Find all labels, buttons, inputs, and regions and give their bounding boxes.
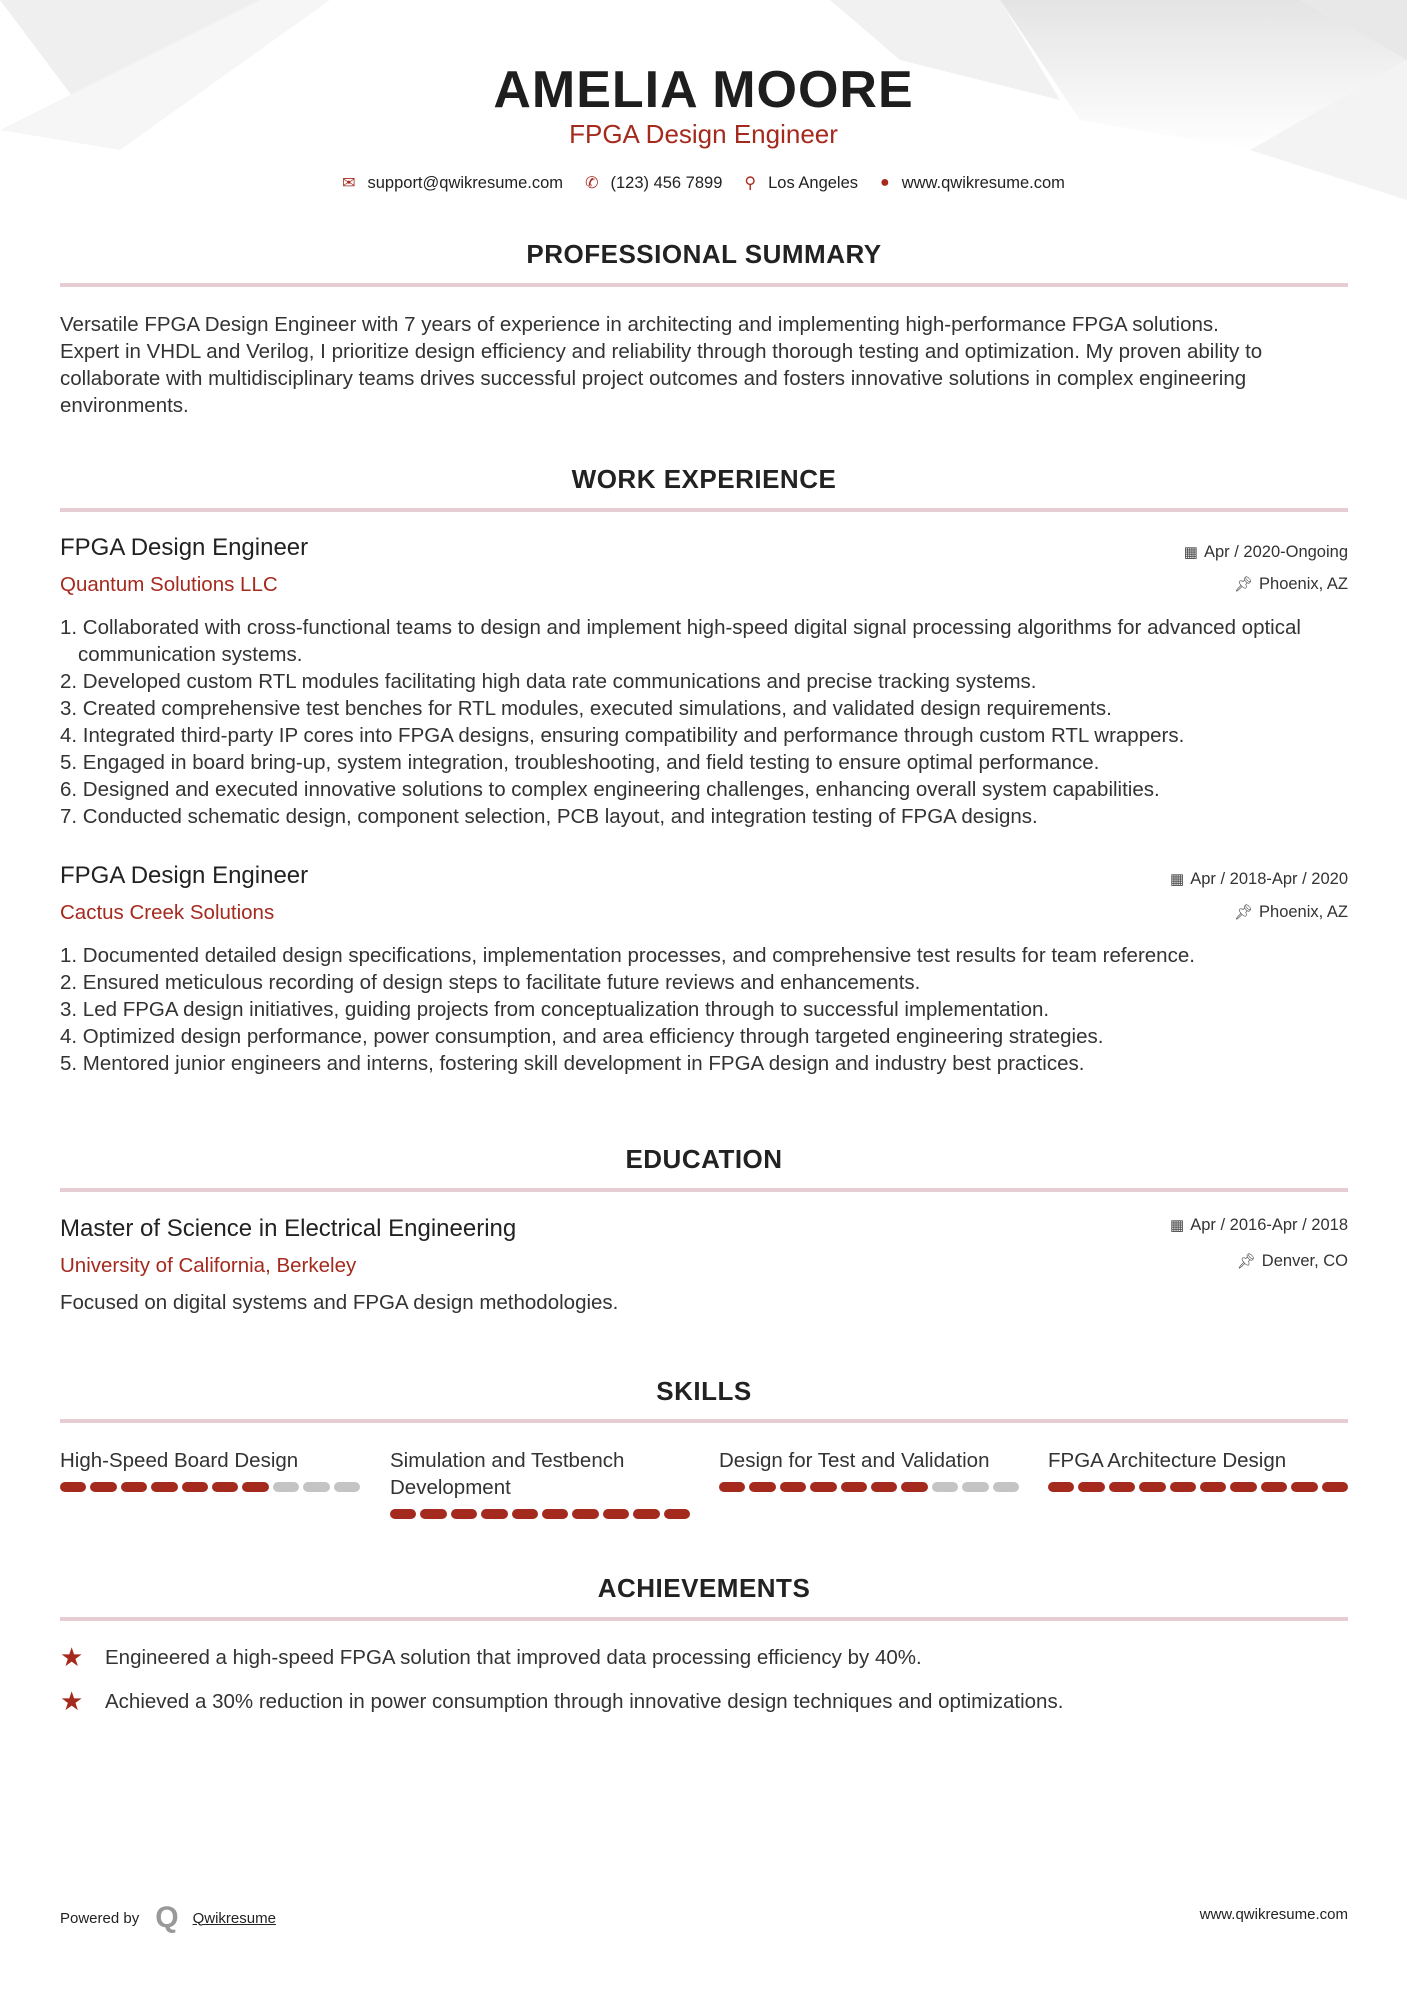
job-bullets bbox=[60, 942, 1348, 1077]
divider bbox=[60, 1188, 1348, 1192]
calendar-icon: ▦ bbox=[1183, 544, 1198, 561]
dates-text: Apr / 2016-Apr / 2018 bbox=[1190, 1216, 1348, 1234]
skill-dot bbox=[451, 1509, 477, 1519]
skill-dot bbox=[90, 1482, 116, 1492]
summary-text bbox=[60, 311, 1348, 419]
summary-line: environments. bbox=[60, 394, 189, 417]
education-note: Focused on digital systems and FPGA design methodologies. bbox=[60, 1291, 619, 1314]
job-location bbox=[1234, 903, 1348, 922]
divider bbox=[60, 1617, 1348, 1621]
skill-rating bbox=[1048, 1482, 1348, 1492]
education-dates bbox=[1170, 1216, 1348, 1235]
job-title: FPGA Design Engineer bbox=[60, 862, 309, 889]
skill-dot bbox=[390, 1509, 416, 1519]
skill-dot bbox=[901, 1482, 927, 1492]
dates-text: Apr / 2018-Apr / 2020 bbox=[1190, 870, 1348, 888]
skill-dot bbox=[1322, 1482, 1348, 1492]
section-heading-achievements: ACHIEVEMENTS bbox=[597, 1573, 811, 1603]
summary-line: collaborate with multidisciplinary teams drives successful project outcomes and fosters innovative solutions in complex engineering bbox=[60, 367, 1247, 390]
phone-text: (123) 456 7899 bbox=[610, 173, 723, 192]
education-location bbox=[1237, 1252, 1348, 1271]
skill-dot bbox=[481, 1509, 507, 1519]
job-bullets bbox=[60, 614, 1348, 830]
skill-dot bbox=[303, 1482, 329, 1492]
pushpin-icon: 📌︎ bbox=[1233, 576, 1254, 593]
footer-website[interactable]: www.qwikresume.com bbox=[1199, 1906, 1348, 1923]
list-item: 4. Optimized design performance, power consumption, and area efficiency through targeted engineering strategies. bbox=[60, 1025, 1104, 1048]
phone-icon: ✆ bbox=[585, 175, 599, 192]
skill-dot bbox=[962, 1482, 988, 1492]
skill-dot bbox=[273, 1482, 299, 1492]
skill-rating bbox=[60, 1482, 360, 1492]
skill-dot bbox=[780, 1482, 806, 1492]
skill-dot bbox=[1230, 1482, 1256, 1492]
list-item: 5. Mentored junior engineers and interns, fostering skill development in FPGA design and industry best practices. bbox=[60, 1052, 1085, 1075]
degree: Master of Science in Electrical Engineering bbox=[60, 1215, 517, 1242]
list-item: 1. Documented detailed design specifications, implementation processes, and comprehensive test results for team reference. bbox=[60, 944, 1195, 967]
dates-text: Apr / 2020-Ongoing bbox=[1203, 543, 1348, 561]
candidate-name: AMELIA MOORE bbox=[493, 61, 914, 119]
location-pin-icon: ⚲ bbox=[744, 175, 757, 192]
skill-name: Design for Test and Validation bbox=[719, 1449, 990, 1472]
location-text: Denver, CO bbox=[1261, 1252, 1348, 1270]
school: University of California, Berkeley bbox=[60, 1254, 357, 1277]
skill-dot bbox=[182, 1482, 208, 1492]
skill-item bbox=[390, 1447, 690, 1519]
footer-powered bbox=[60, 1901, 276, 1935]
skill-dot bbox=[1109, 1482, 1135, 1492]
list-item: 6. Designed and executed innovative solutions to complex engineering challenges, enhancing overall system capabilities. bbox=[60, 778, 1160, 801]
section-heading-summary: PROFESSIONAL SUMMARY bbox=[526, 239, 882, 269]
skill-item bbox=[1048, 1447, 1348, 1492]
skill-dot bbox=[1170, 1482, 1196, 1492]
skill-dot bbox=[932, 1482, 958, 1492]
list-item: 3. Led FPGA design initiatives, guiding projects from conceptualization through to successful implementation. bbox=[60, 998, 1050, 1021]
achievement-item bbox=[60, 1686, 1063, 1717]
skill-dot bbox=[242, 1482, 268, 1492]
skill-dot bbox=[212, 1482, 238, 1492]
skill-dot bbox=[1291, 1482, 1317, 1492]
achievement-item bbox=[60, 1642, 922, 1673]
achievement-text: Achieved a 30% reduction in power consumption through innovative design techniques and optimizations. bbox=[105, 1689, 1064, 1713]
job-company: Quantum Solutions LLC bbox=[60, 573, 278, 596]
skill-dot bbox=[1078, 1482, 1104, 1492]
calendar-icon: ▦ bbox=[1170, 1217, 1185, 1234]
skill-dot bbox=[512, 1509, 538, 1519]
skill-dot bbox=[993, 1482, 1019, 1492]
email-icon: ✉ bbox=[342, 175, 356, 192]
divider bbox=[60, 508, 1348, 512]
star-icon: ★ bbox=[60, 1686, 84, 1716]
pushpin-icon: 📌︎ bbox=[1233, 904, 1254, 921]
skill-dot bbox=[603, 1509, 629, 1519]
list-item: 1. Collaborated with cross-functional teams to design and implement high-speed digital signal processing algorithms for advanced optical communication systems. bbox=[60, 616, 1301, 666]
skill-dot bbox=[1200, 1482, 1226, 1492]
skill-name: FPGA Architecture Design bbox=[1048, 1449, 1287, 1472]
skill-name: High-Speed Board Design bbox=[60, 1449, 299, 1472]
skill-item bbox=[719, 1447, 1019, 1492]
skill-dot bbox=[420, 1509, 446, 1519]
calendar-icon: ▦ bbox=[1170, 871, 1185, 888]
list-item: 3. Created comprehensive test benches for RTL modules, executed simulations, and validated design requirements. bbox=[60, 697, 1112, 720]
skill-dot bbox=[871, 1482, 897, 1492]
job-dates bbox=[1184, 543, 1348, 562]
skill-dot bbox=[841, 1482, 867, 1492]
skill-dot bbox=[1139, 1482, 1165, 1492]
pushpin-icon: 📌︎ bbox=[1236, 1253, 1256, 1270]
globe-icon: ● bbox=[880, 174, 890, 191]
list-item: 2. Developed custom RTL modules facilitating high data rate communications and precise tracking systems. bbox=[60, 670, 1037, 693]
divider bbox=[60, 283, 1348, 287]
skill-rating bbox=[390, 1509, 690, 1519]
job-title: FPGA Design Engineer bbox=[60, 534, 309, 561]
skill-dot bbox=[60, 1482, 86, 1492]
skill-dot bbox=[572, 1509, 598, 1519]
brand-link[interactable]: Qwikresume bbox=[192, 1909, 276, 1927]
list-item: 4. Integrated third-party IP cores into FPGA designs, ensuring compatibility and performance through custom RTL wrappers. bbox=[60, 724, 1185, 747]
job-dates bbox=[1170, 870, 1348, 889]
candidate-title: FPGA Design Engineer bbox=[569, 119, 838, 149]
section-heading-work: WORK EXPERIENCE bbox=[571, 464, 837, 494]
powered-by-label: Powered by bbox=[60, 1909, 140, 1927]
qwikresume-logo-icon: Q bbox=[155, 1901, 179, 1934]
skill-dot bbox=[1048, 1482, 1074, 1492]
list-item: 7. Conducted schematic design, component selection, PCB layout, and integration testing of FPGA designs. bbox=[60, 805, 1038, 828]
star-icon: ★ bbox=[60, 1642, 84, 1672]
email-link[interactable]: support@qwikresume.com bbox=[367, 173, 564, 192]
skill-dot bbox=[542, 1509, 568, 1519]
skill-dot bbox=[334, 1482, 360, 1492]
location-text: Phoenix, AZ bbox=[1259, 575, 1348, 593]
skill-dot bbox=[1261, 1482, 1287, 1492]
contact-bar bbox=[0, 173, 1407, 193]
skill-dot bbox=[664, 1509, 690, 1519]
section-heading-education: EDUCATION bbox=[625, 1144, 783, 1174]
list-item: 2. Ensured meticulous recording of design steps to facilitate future reviews and enhancements. bbox=[60, 971, 921, 994]
job-location bbox=[1234, 575, 1348, 594]
list-item: 5. Engaged in board bring-up, system integration, troubleshooting, and field testing to ensure optimal performance. bbox=[60, 751, 1100, 774]
skill-dot bbox=[121, 1482, 147, 1492]
skill-dot bbox=[151, 1482, 177, 1492]
skill-dot bbox=[749, 1482, 775, 1492]
achievement-text: Engineered a high-speed FPGA solution that improved data processing efficiency by 40%. bbox=[105, 1645, 922, 1669]
location-text: Phoenix, AZ bbox=[1259, 903, 1348, 921]
skill-dot bbox=[633, 1509, 659, 1519]
location-text: Los Angeles bbox=[768, 173, 859, 192]
skill-item bbox=[60, 1447, 360, 1492]
divider bbox=[60, 1419, 1348, 1423]
job-company: Cactus Creek Solutions bbox=[60, 901, 275, 924]
summary-line: Versatile FPGA Design Engineer with 7 years of experience in architecting and implementing high-performance FPGA solutions. bbox=[60, 313, 1219, 336]
skill-dot bbox=[719, 1482, 745, 1492]
skill-name: Simulation and Testbench Development bbox=[390, 1449, 625, 1499]
skill-rating bbox=[719, 1482, 1019, 1492]
skill-dot bbox=[810, 1482, 836, 1492]
section-heading-skills: SKILLS bbox=[656, 1376, 752, 1406]
summary-line: Expert in VHDL and Verilog, I prioritize design efficiency and reliability through thorough testing and optimization. My proven ability to bbox=[60, 340, 1263, 363]
website-link[interactable]: www.qwikresume.com bbox=[901, 173, 1065, 192]
